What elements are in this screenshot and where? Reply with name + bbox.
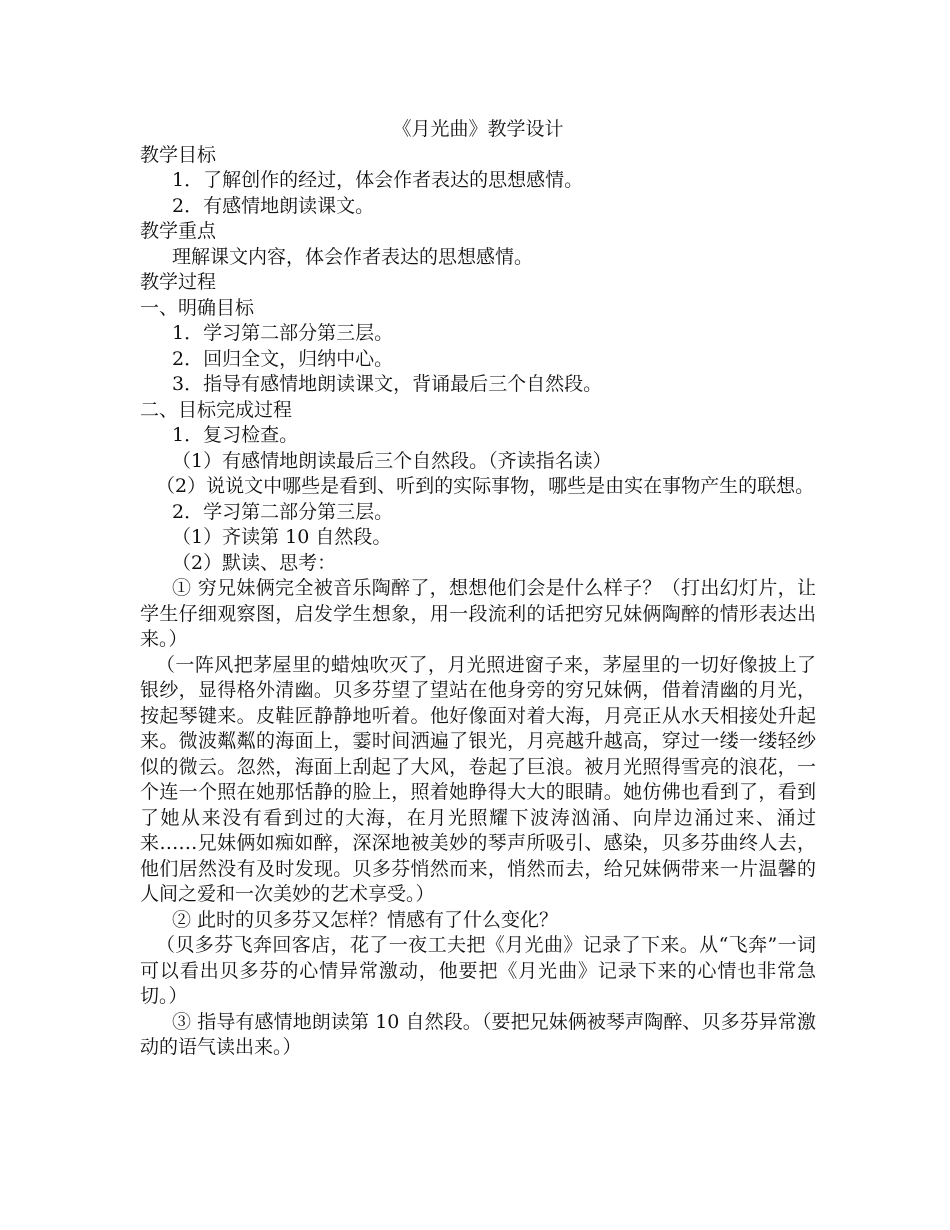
focus-heading: 教学重点 bbox=[140, 220, 217, 242]
goal-item: 1．了解创作的经过，体会作者表达的思想感情。 bbox=[172, 169, 584, 191]
part2-heading: 二、目标完成过程 bbox=[140, 398, 293, 421]
answer-2: （贝多芬飞奔回客店，花了一夜工夫把《月光曲》记录了下来。从“飞奔”一词可以看出贝多芬的心情异常激动，他要把《月光曲》记录下来的心情也非常急切。） bbox=[140, 934, 816, 1007]
question-1: ① 穷兄妹俩完全被音乐陶醉了，想想他们会是什么样子？（打出幻灯片，让学生仔细观察图，启发学生想象，用一段流利的话把穷兄妹俩陶醉的情形表达出来。） bbox=[140, 577, 816, 650]
part1-heading: 一、明确目标 bbox=[140, 296, 255, 319]
step-review-a: （1）有感情地朗读最后三个自然段。（齐读指名读） bbox=[172, 449, 612, 472]
step-learn-a: （1）齐读第 10 自然段。 bbox=[172, 526, 392, 548]
step-learn-b: （2）默读、思考： bbox=[172, 551, 337, 574]
part1-item: 2．回归全文，归纳中心。 bbox=[172, 347, 394, 370]
document-page bbox=[140, 117, 816, 1061]
part1-item: 1．学习第二部分第三层。 bbox=[172, 322, 394, 344]
question-2: ② 此时的贝多芬又怎样？情感有了什么变化？ bbox=[172, 908, 559, 931]
focus-text: 理解课文内容，体会作者表达的思想感情。 bbox=[172, 245, 534, 268]
process-heading: 教学过程 bbox=[140, 271, 217, 293]
document-title: 《月光曲》教学设计 bbox=[392, 118, 564, 140]
part1-item: 3．指导有感情地朗读课文，背诵最后三个自然段。 bbox=[172, 373, 603, 395]
goals-heading: 教学目标 bbox=[140, 143, 217, 166]
step-review: 1．复习检查。 bbox=[172, 424, 299, 446]
question-3: ③ 指导有感情地朗读第 10 自然段。（要把兄妹俩被琴声陶醉、贝多芬异常激动的语气读出来。） bbox=[140, 1010, 816, 1058]
step-review-b: （2）说说文中哪些是看到、听到的实际事物，哪些是由实在事物产生的联想。 bbox=[156, 475, 815, 497]
step-learn: 2．学习第二部分第三层。 bbox=[172, 500, 394, 523]
goal-item: 2．有感情地朗读课文。 bbox=[172, 194, 375, 217]
answer-1: （一阵风把茅屋里的蜡烛吹灭了，月光照进窗子来，茅屋里的一切好像披上了银纱，显得格外清幽。贝多芬望了望站在他身旁的穷兄妹俩，借着清幽的月光，按起琴键来。皮鞋匠静静地听着。他好像面对着大海，月亮正从水天相接处升起来。微波粼粼的海面上，霎时间洒遍了银光，月亮越升越高，穿过一缕一缕轻纱似的微云。忽然，海面上刮起了大风，卷起了巨浪。被月光照得雪亮的浪花，一个连一个照在她那恬静的脸上，照着她睁得大大的眼睛。她仿佛也看到了，看到了她从来没有看到过的大海，在月光照耀下波涛汹涌、向岸边涌过来、涌过来……兄妹俩如痴如醉，深深地被美妙的琴声所吸引、感染，贝多芬曲终人去，他们居然没有及时发现。贝多芬悄然而来，悄然而去，给兄妹俩带来一片温馨的人间之爱和一次美妙的艺术享受。） bbox=[140, 653, 816, 905]
